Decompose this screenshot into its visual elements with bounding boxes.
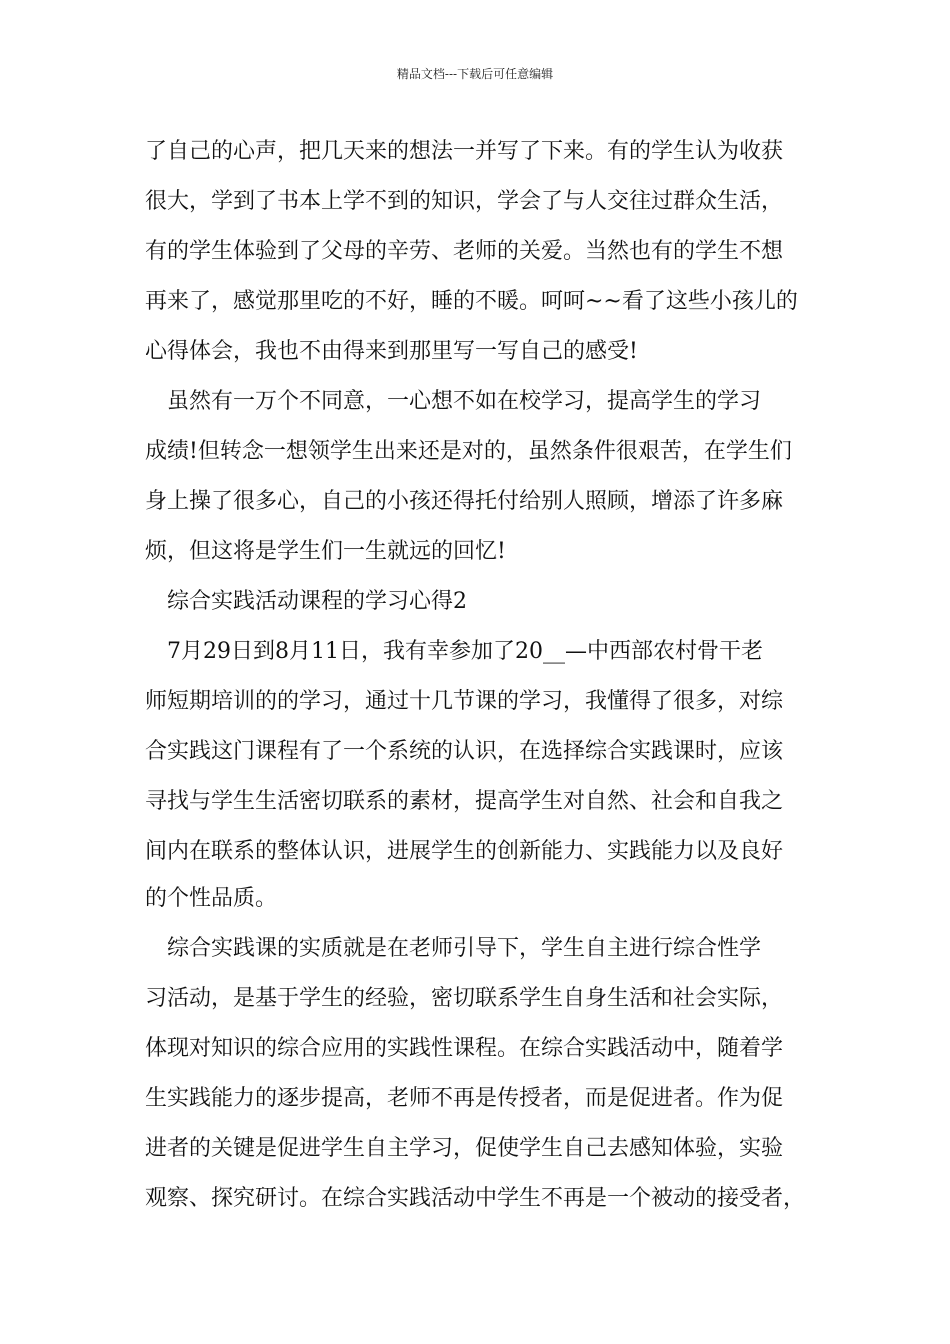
text-line: 成绩!但转念一想领学生出来还是对的，虽然条件很艰苦，在学生们 [145,439,792,464]
section-heading: 综合实践活动课程的学习心得2 [145,589,467,614]
text-line: 观察、探究研讨。在综合实践活动中学生不再是一个被动的接受者， [145,1186,806,1211]
text-line: 心得体会，我也不由得来到那里写一写自己的感受! [145,339,638,364]
text-line: 寻找与学生生活密切联系的素材，提高学生对自然、社会和自我之 [145,789,784,814]
text-line: 7月29日到8月11日，我有幸参加了20__—中西部农村骨干老 [145,639,763,664]
text-line: 综合实践课的实质就是在老师引导下，学生自主进行综合性学 [145,936,762,961]
text-line: 师短期培训的的学习，通过十几节课的学习，我懂得了很多，对综 [145,689,784,714]
text-line: 很大，学到了书本上学不到的知识，学会了与人交往过群众生活， [145,189,784,214]
text-line: 的个性品质。 [145,886,278,911]
text-line: 再来了，感觉那里吃的不好，睡的不暖。呵呵~~看了这些小孩儿的 [145,289,798,314]
text-line: 了自己的心声，把几天来的想法一并写了下来。有的学生认为收获 [145,139,784,164]
text-line: 虽然有一万个不同意，一心想不如在校学习，提高学生的学习 [145,389,762,414]
text-line: 有的学生体验到了父母的辛劳、老师的关爱。当然也有的学生不想 [145,239,784,264]
text-line: 合实践这门课程有了一个系统的认识，在选择综合实践课时，应该 [145,739,784,764]
text-line: 进者的关键是促进学生自主学习，促使学生自己去感知体验，实验 [145,1136,784,1161]
text-line: 间内在联系的整体认识，进展学生的创新能力、实践能力以及良好 [145,839,784,864]
text-line: 烦，但这将是学生们一生就远的回忆! [145,539,506,564]
text-line: 习活动，是基于学生的经验，密切联系学生自身生活和社会实际， [145,986,784,1011]
text-line: 生实践能力的逐步提高，老师不再是传授者，而是促进者。作为促 [145,1086,784,1111]
text-line: 身上操了很多心，自己的小孩还得托付给别人照顾，增添了许多麻 [145,489,784,514]
page-header: 精品文档---下载后可任意编辑 [396,67,554,81]
text-line: 体现对知识的综合应用的实践性课程。在综合实践活动中，随着学 [145,1036,784,1061]
